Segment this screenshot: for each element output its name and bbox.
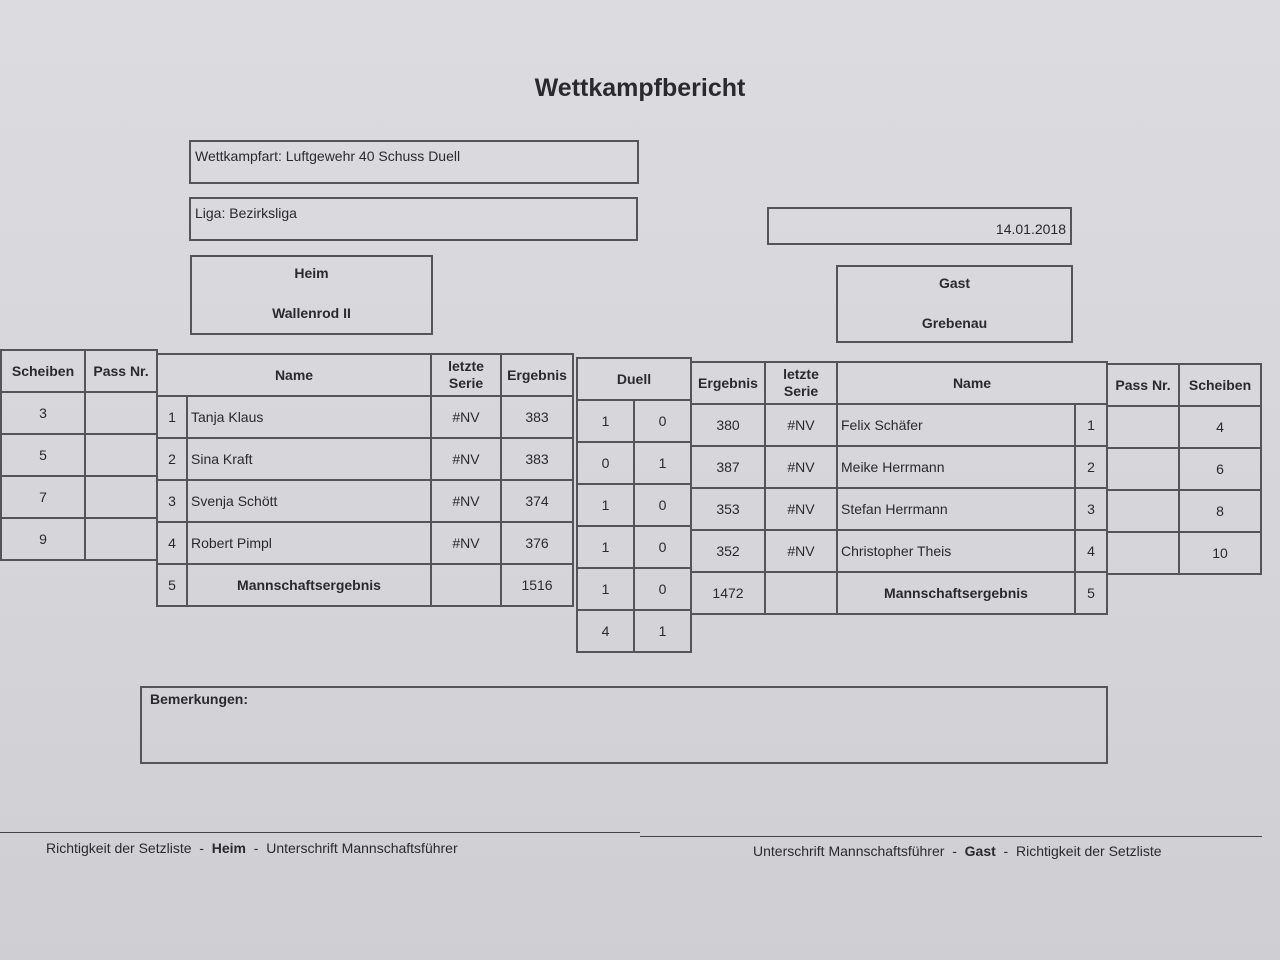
footer-guest-signature: Unterschrift Mannschaftsführer — [753, 843, 945, 859]
footer-separator: - — [199, 840, 204, 856]
total-points-guest: 1 — [634, 610, 691, 652]
guest-nr-cell: 3 — [1075, 488, 1107, 530]
guest-team-total: 1472 — [691, 572, 765, 614]
home-team-box — [190, 255, 433, 335]
table-row — [157, 522, 573, 564]
duel-table — [576, 357, 692, 653]
duel-home-cell: 0 — [577, 442, 634, 484]
footer-home — [46, 840, 458, 856]
home-results-table — [156, 353, 574, 607]
table-row — [1107, 448, 1261, 490]
wettkampfart-field: Wettkampfart: Luftgewehr 40 Schuss Duell — [189, 140, 639, 184]
home-scheiben-cell: 9 — [1, 518, 85, 560]
duel-home-cell: 1 — [577, 526, 634, 568]
guest-name-cell: Meike Herrmann — [837, 446, 1075, 488]
home-team-nr: 5 — [157, 564, 187, 606]
guest-serie-cell: #NV — [765, 446, 837, 488]
home-ergebnis-cell: 376 — [501, 522, 573, 564]
home-team-serie-empty — [431, 564, 501, 606]
page-title: Wettkampfbericht — [534, 74, 746, 102]
guest-label: Gast — [938, 275, 971, 291]
table-row — [577, 400, 691, 442]
footer-home-setzliste: Richtigkeit der Setzliste — [46, 840, 192, 856]
table-row — [1, 518, 157, 560]
guest-pass-cell — [1107, 532, 1179, 574]
duel-guest-cell: 0 — [634, 526, 691, 568]
duel-total-row — [577, 610, 691, 652]
header-duell: Duell — [577, 358, 691, 400]
guest-name-cell: Christopher Theis — [837, 530, 1075, 572]
home-ergebnis-cell: 383 — [501, 438, 573, 480]
table-row — [1107, 532, 1261, 574]
home-nr-cell: 3 — [157, 480, 187, 522]
home-team-result-row — [157, 564, 573, 606]
guest-scheiben-cell: 10 — [1179, 532, 1261, 574]
duel-home-cell: 1 — [577, 400, 634, 442]
footer-guest-setzliste: Richtigkeit der Setzliste — [1016, 843, 1162, 859]
guest-nr-cell: 4 — [1075, 530, 1107, 572]
footer-separator: - — [952, 843, 957, 859]
home-name-cell: Svenja Schött — [187, 480, 431, 522]
header-name-guest: Name — [837, 362, 1107, 404]
guest-ergebnis-cell: 353 — [691, 488, 765, 530]
duel-team-guest: 0 — [634, 568, 691, 610]
signature-line-home — [0, 832, 640, 833]
header-scheiben-home: Scheiben — [1, 350, 85, 392]
home-team-total: 1516 — [501, 564, 573, 606]
guest-ergebnis-cell: 352 — [691, 530, 765, 572]
guest-ergebnis-cell: 380 — [691, 404, 765, 446]
footer-home-signature: Unterschrift Mannschaftsführer — [266, 840, 458, 856]
home-pass-cell — [85, 434, 157, 476]
guest-name-cell: Stefan Herrmann — [837, 488, 1075, 530]
footer-guest-label: Gast — [964, 843, 996, 859]
home-scheiben-cell: 3 — [1, 392, 85, 434]
footer-separator: - — [1003, 843, 1009, 859]
header-serie-guest: letzte Serie — [765, 362, 837, 404]
duel-team-row — [577, 568, 691, 610]
duel-guest-cell: 0 — [634, 484, 691, 526]
table-row — [577, 442, 691, 484]
guest-team-nr: 5 — [1075, 572, 1107, 614]
total-points-home: 4 — [577, 610, 634, 652]
guest-pass-cell — [1107, 490, 1179, 532]
table-row — [1, 392, 157, 434]
home-ergebnis-cell: 383 — [501, 396, 573, 438]
home-nr-cell: 4 — [157, 522, 187, 564]
header-ergebnis-home: Ergebnis — [501, 354, 573, 396]
guest-serie-cell: #NV — [765, 488, 837, 530]
table-row — [577, 484, 691, 526]
guest-pass-cell — [1107, 406, 1179, 448]
home-name-cell: Tanja Klaus — [187, 396, 431, 438]
guest-serie-cell: #NV — [765, 530, 837, 572]
table-row — [157, 438, 573, 480]
header-pass-home: Pass Nr. — [85, 350, 157, 392]
footer-home-label: Heim — [211, 840, 246, 856]
table-row — [691, 404, 1107, 446]
home-team-result-label: Mannschaftsergebnis — [187, 564, 431, 606]
guest-nr-cell: 2 — [1075, 446, 1107, 488]
home-name-cell: Robert Pimpl — [187, 522, 431, 564]
signature-line-guest — [640, 836, 1262, 837]
guest-scheiben-cell: 8 — [1179, 490, 1261, 532]
home-label: Heim — [294, 265, 329, 281]
header-pass-guest: Pass Nr. — [1107, 364, 1179, 406]
table-row — [1107, 406, 1261, 448]
guest-scheiben-cell: 4 — [1179, 406, 1261, 448]
home-scheiben-cell: 5 — [1, 434, 85, 476]
home-team-name: Wallenrod II — [272, 305, 351, 321]
duel-team-home: 1 — [577, 568, 634, 610]
home-serie-cell: #NV — [431, 522, 501, 564]
header-name-home: Name — [157, 354, 431, 396]
home-nr-cell: 2 — [157, 438, 187, 480]
home-scheiben-table — [0, 349, 158, 561]
table-row — [1, 434, 157, 476]
home-ergebnis-cell: 374 — [501, 480, 573, 522]
table-row — [157, 396, 573, 438]
duel-guest-cell: 0 — [634, 400, 691, 442]
footer-guest — [753, 843, 1162, 859]
guest-serie-cell: #NV — [765, 404, 837, 446]
guest-team-result-label: Mannschaftsergebnis — [837, 572, 1075, 614]
home-pass-cell — [85, 518, 157, 560]
header-serie-home: letzte Serie — [431, 354, 501, 396]
guest-name-cell: Felix Schäfer — [837, 404, 1075, 446]
table-row — [157, 480, 573, 522]
table-row — [1107, 490, 1261, 532]
table-row — [577, 526, 691, 568]
home-serie-cell: #NV — [431, 438, 501, 480]
header-scheiben-guest: Scheiben — [1179, 364, 1261, 406]
guest-scheiben-cell: 6 — [1179, 448, 1261, 490]
home-serie-cell: #NV — [431, 396, 501, 438]
guest-ergebnis-cell: 387 — [691, 446, 765, 488]
guest-results-table — [690, 361, 1108, 615]
guest-pass-cell — [1107, 448, 1179, 490]
duel-home-cell: 1 — [577, 484, 634, 526]
header-ergebnis-guest: Ergebnis — [691, 362, 765, 404]
guest-nr-cell: 1 — [1075, 404, 1107, 446]
date-field: 14.01.2018 — [767, 207, 1072, 245]
guest-team-result-row — [691, 572, 1107, 614]
guest-team-box — [836, 265, 1073, 343]
guest-scheiben-table — [1106, 363, 1262, 575]
guest-team-serie-empty — [765, 572, 837, 614]
table-row — [691, 488, 1107, 530]
footer-separator: - — [253, 840, 259, 856]
remarks-box — [140, 686, 1108, 764]
remarks-label: Bemerkungen: — [150, 691, 249, 707]
duel-guest-cell: 1 — [634, 442, 691, 484]
home-pass-cell — [85, 392, 157, 434]
table-row — [691, 530, 1107, 572]
home-scheiben-cell: 7 — [1, 476, 85, 518]
home-pass-cell — [85, 476, 157, 518]
home-serie-cell: #NV — [431, 480, 501, 522]
liga-field: Liga: Bezirksliga — [189, 197, 638, 241]
table-row — [691, 446, 1107, 488]
guest-team-name: Grebenau — [921, 315, 988, 331]
home-name-cell: Sina Kraft — [187, 438, 431, 480]
table-row — [1, 476, 157, 518]
home-nr-cell: 1 — [157, 396, 187, 438]
